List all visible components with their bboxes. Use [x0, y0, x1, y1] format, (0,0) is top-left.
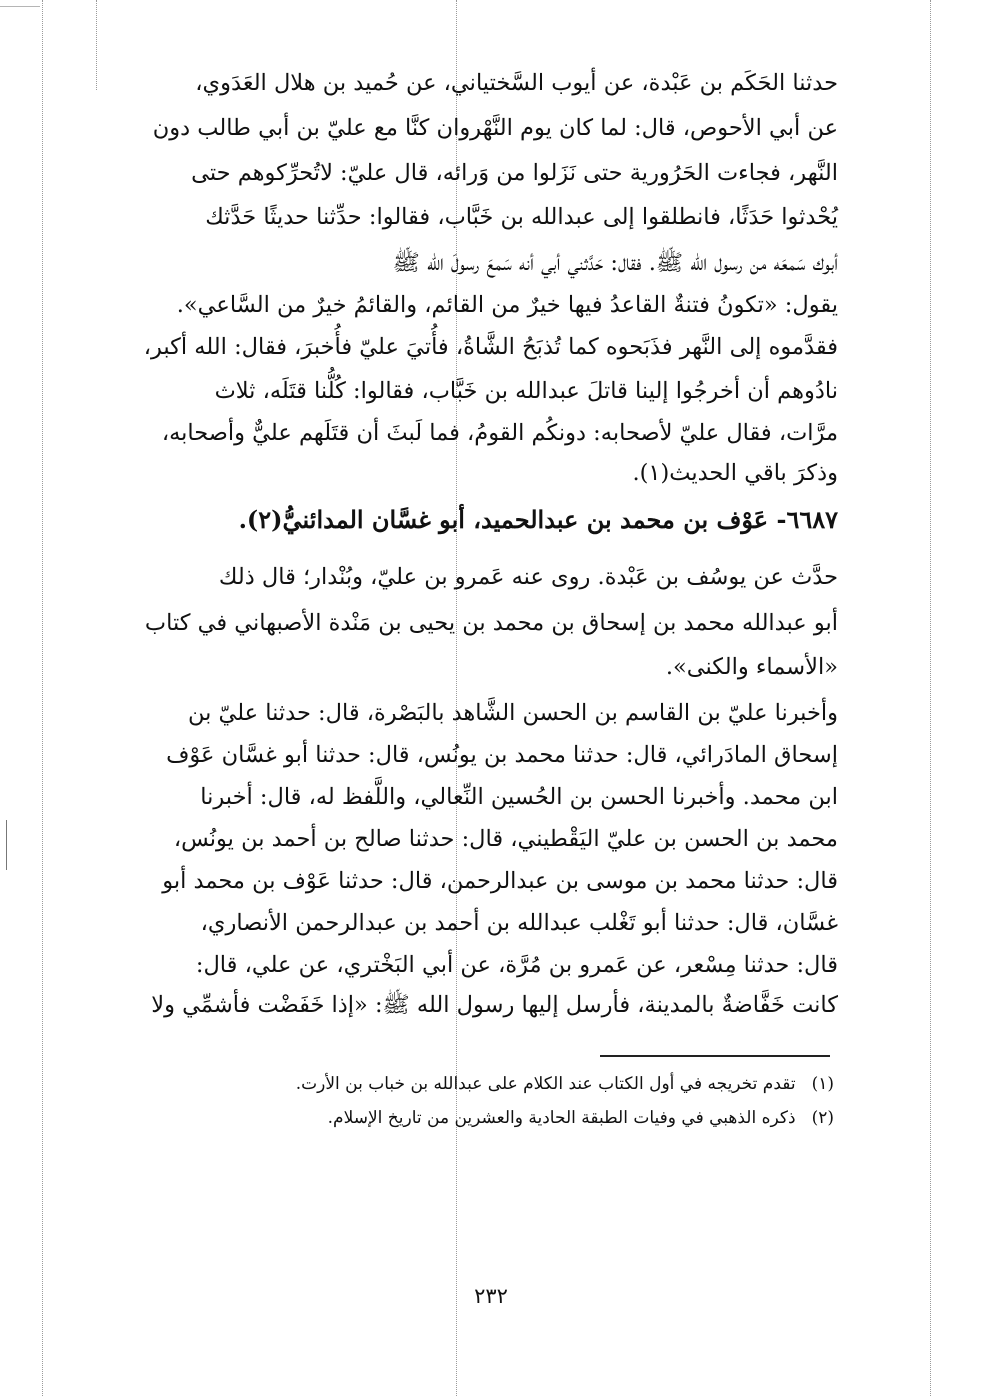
- footnote-number: (١): [811, 1074, 834, 1094]
- left-inner-guide: [96, 0, 97, 90]
- text-line: النَّهر، فجاءت الحَرُورية حتى نَزَلوا من وَرائه، قال عليّ: لاتُحرِّكوهم حتى: [191, 160, 838, 186]
- text-line: حدَّث عن يوسُف بن عَبْدة. روى عنه عَمرو بن عليّ، وبُنْدار؛ قال ذلك: [218, 564, 838, 590]
- text-line: يُحْدثوا حَدَثًا، فانطلقوا إلى عبدالله بن خَبَّاب، فقالوا: حدِّثنا حديثًا حَدَّثك: [205, 204, 838, 230]
- text-line: قال: حدثنا محمد بن موسى بن عبدالرحمن، قال: حدثنا عَوْف بن محمد أبو: [162, 868, 838, 894]
- text-line: مرَّات، فقال عليّ لأصحابه: دونكُم القومُ، فما لَبثَ أن قتَلَهم عليٌّ وأصحابه،: [161, 420, 838, 446]
- text-line: محمد بن الحسن بن عليّ اليَقْطيني، قال: حدثنا صالح بن أحمد بن يونُس،: [173, 826, 838, 852]
- right-scan-guide: [930, 0, 931, 1396]
- footnote-1: [134, 1074, 834, 1094]
- entry-heading: ٦٦٨٧- عَوْف بن محمد بن عبدالحميد، أبو غسَّان المدائنيُّ(٢).: [238, 505, 838, 534]
- text-line: وذكرَ باقي الحديث(١).: [632, 460, 838, 486]
- footnote-text: تقدم تخريجه في أول الكتاب عند الكلام على عبدالله بن خباب بن الأرت.: [295, 1074, 796, 1094]
- text-line: أبو عبدالله محمد بن إسحاق بن محمد بن يحيى بن مَنْدة الأصبهاني في كتاب: [144, 610, 838, 636]
- text-line: فقدَّموه إلى النَّهر فذَبَحوه كما تُذبَحُ الشَّاةُ، فأُتيَ عليّ فأُخبرَ، فقال: الله أكبر،: [143, 334, 838, 360]
- paragraph-3: [128, 700, 838, 1040]
- text-line: وأخبرنا عليّ بن القاسم بن الحسن الشَّاهد بالبَصْرة، قال: حدثنا عليّ بن: [187, 700, 838, 726]
- text-line: حدثنا الحَكَم بن عَبْدة، عن أيوب السَّختياني، عن حُميد بن هلال العَدَوي،: [195, 70, 838, 96]
- left-scan-guide: [42, 0, 43, 1396]
- text-line: عن أبي الأحوص، قال: لما كان يوم النَّهْروان كنَّا مع عليّ بن أبي طالب دون: [152, 115, 838, 141]
- text-line: ابن محمد. وأخبرنا الحسن بن الحُسين النِّعالي، واللَّفظ له، قال: أخبرنا: [200, 784, 838, 810]
- top-scan-line: [0, 6, 40, 7]
- paragraph-2: [128, 564, 838, 694]
- text-line: «الأسماء والكنى».: [665, 654, 838, 680]
- footnote-separator: [600, 1055, 830, 1057]
- text-line: يقول: «تكونُ فتنةٌ القاعدُ فيها خيرٌ من القائم، والقائمُ خيرٌ من السَّاعي».: [176, 292, 838, 318]
- page-number: ٢٣٢: [474, 1284, 508, 1308]
- footnote-2: [134, 1108, 834, 1128]
- footnote-number: (٢): [811, 1108, 834, 1128]
- left-edge-mark: [6, 820, 7, 870]
- text-line: نادُوهم أن أخرجُوا إلينا قاتلَ عبدالله بن خَبَّاب، فقالوا: كُلُّنا قتَلَه، ثلاث: [214, 378, 838, 404]
- footnote-text: ذكره الذهبي في وفيات الطبقة الحادية والعشرين من تاريخ الإسلام.: [327, 1108, 796, 1128]
- text-line: كانت خَفَّاضةٌ بالمدينة، فأرسل إليها رسول الله ﷺ: «إذا خَفَضْت فأشمِّي ولا: [151, 992, 838, 1018]
- text-line: أبوك سَمعَه من رسول الله ﷺ. فقال: حَدَّثني أبي أنه سَمعَ رسولَ الله ﷺ: [392, 250, 838, 276]
- text-line: غسَّان، قال: حدثنا أبو تَغْلب عبدالله بن أحمد بن عبدالرحمن الأنصاري،: [200, 910, 838, 936]
- text-line: إسحاق المادَرائي، قال: حدثنا محمد بن يونُس، قال: حدثنا أبو غسَّان عَوْف: [166, 742, 838, 768]
- text-line: قال: حدثنا مِسْعر، عن عَمرو بن مُرَّة، عن أبي البَخْتري، عن علي، قال:: [195, 952, 838, 978]
- paragraph-1: [128, 70, 838, 510]
